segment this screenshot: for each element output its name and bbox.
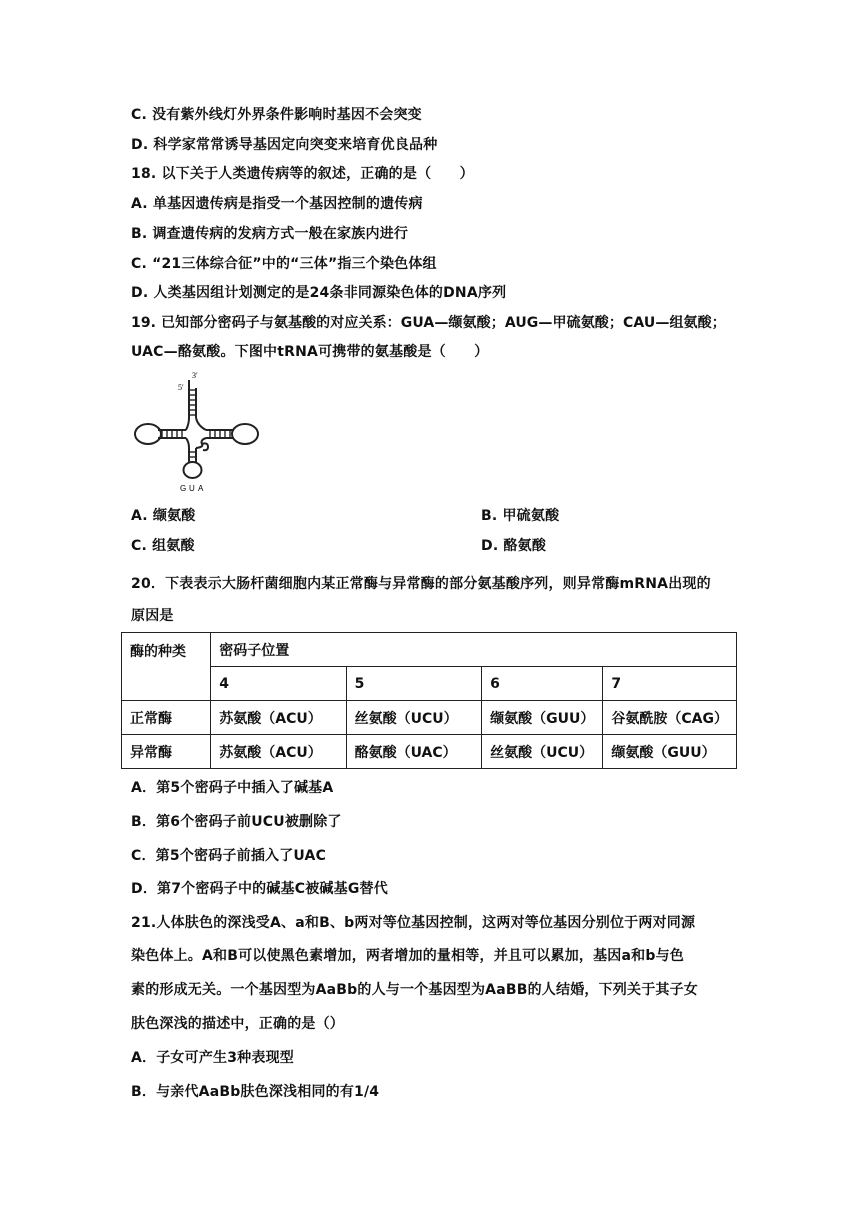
q19-option-d: D. 酪氨酸 — [481, 538, 547, 554]
q19-option-c: C. 组氨酸 — [131, 538, 195, 554]
label-3-prime: 3′ — [192, 371, 198, 380]
table-cell: 谷氨酰胺（CAG） — [603, 701, 737, 735]
q18-option-d: D. 人类基因组计划测定的是24条非同源染色体的DNA序列 — [131, 285, 507, 301]
q21-option-a: A．子女可产生3种表现型 — [131, 1050, 294, 1066]
row-label: 异常酶 — [122, 735, 211, 769]
q19-stem-line2: UAC—酪氨酸。下图中tRNA可携带的氨基酸是（ ） — [131, 344, 489, 360]
label-5-prime: 5′ — [178, 383, 184, 392]
q19-stem-line1: 19. 已知部分密码子与氨基酸的对应关系：GUA—缬氨酸；AUG—甲硫氨酸；CAU—组氨酸； — [131, 315, 726, 331]
q21-stem-line3: 素的形成无关。一个基因型为AaBb的人与一个基因型为AaBB的人结婚，下列关于其子女 — [131, 982, 698, 998]
anticodon-base-1: G — [180, 484, 187, 493]
table-cell: 丝氨酸（UCU） — [346, 701, 482, 735]
table-cell: 苏氨酸（ACU） — [211, 735, 346, 769]
q18-option-a: A. 单基因遗传病是指受一个基因控制的遗传病 — [131, 196, 423, 212]
row-label: 正常酶 — [122, 701, 211, 735]
q20-stem-line2: 原因是 — [131, 608, 174, 624]
anticodon-base-2: U — [189, 484, 195, 493]
q17-option-c: C. 没有紫外线灯外界条件影响时基因不会突变 — [131, 107, 422, 123]
q20-option-b: B．第6个密码子前UCU被删除了 — [131, 814, 342, 830]
q21-stem-line1: 21.人体肤色的深浅受A、a和B、b两对等位基因控制，这两对等位基因分别位于两对同源 — [131, 915, 696, 931]
position-header-4: 4 — [211, 667, 346, 701]
q21-option-b: B．与亲代AaBb肤色深浅相同的有1/4 — [131, 1084, 380, 1100]
q21-stem-line4: 肤色深浅的描述中，正确的是（） — [131, 1016, 344, 1032]
q17-option-d: D. 科学家常常诱导基因定向突变来培育优良品种 — [131, 137, 438, 153]
enzyme-sequence-table — [121, 632, 737, 769]
q18-option-b: B. 调查遗传病的发病方式一般在家族内进行 — [131, 226, 409, 242]
table-cell: 苏氨酸（ACU） — [211, 701, 346, 735]
position-header-5: 5 — [346, 667, 482, 701]
table-cell: 酪氨酸（UAC） — [346, 735, 482, 769]
q20-stem-line1: 20．下表表示大肠杆菌细胞内某正常酶与异常酶的部分氨基酸序列，则异常酶mRNA出现的 — [131, 576, 711, 592]
q20-option-a: A．第5个密码子中插入了碱基A — [131, 780, 334, 796]
trna-cloverleaf-figure — [128, 368, 268, 496]
anticodon-base-3: A — [198, 484, 204, 493]
q18-stem: 18. 以下关于人类遗传病等的叙述，正确的是（ ） — [131, 166, 474, 182]
q21-stem-line2: 染色体上。A和B可以使黑色素增加，两者增加的量相等，并且可以累加，基因a和b与色 — [131, 948, 684, 964]
table-cell: 缬氨酸（GUU） — [482, 701, 603, 735]
position-header-6: 6 — [482, 667, 603, 701]
q19-option-a: A. 缬氨酸 — [131, 508, 196, 524]
table-cell: 丝氨酸（UCU） — [482, 735, 603, 769]
table-cell: 缬氨酸（GUU） — [603, 735, 737, 769]
table-row-normal-enzyme — [122, 701, 737, 735]
q18-option-c: C. “21三体综合征”中的“三体”指三个染色体组 — [131, 256, 437, 272]
table-corner-header: 酶的种类 — [122, 633, 211, 701]
table-row-abnormal-enzyme — [122, 735, 737, 769]
position-header-7: 7 — [603, 667, 737, 701]
q20-option-d: D．第7个密码子中的碱基C被碱基G替代 — [131, 881, 388, 897]
q19-option-b: B. 甲硫氨酸 — [481, 508, 560, 524]
q20-option-c: C．第5个密码子前插入了UAC — [131, 848, 327, 864]
table-group-header: 密码子位置 — [211, 633, 737, 667]
